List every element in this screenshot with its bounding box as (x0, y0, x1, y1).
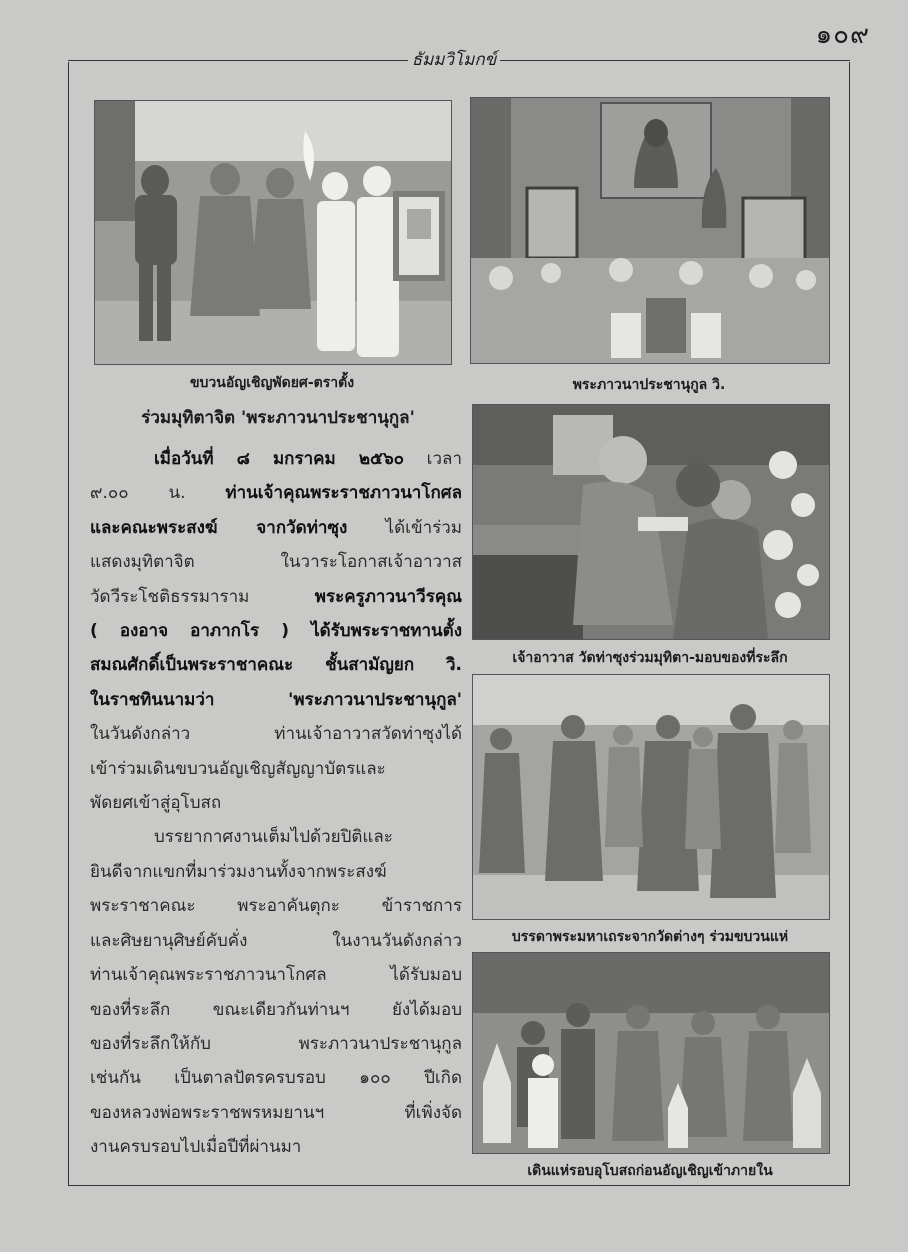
article-line (90, 1130, 462, 1164)
article-line (90, 889, 462, 923)
article-line (90, 683, 462, 717)
page-number: ๑๐๙ (815, 20, 870, 50)
caption-monks-walking: บรรดาพระมหาเถระจากวัดต่างๆ ร่วมขบวนแห่ (511, 929, 789, 945)
article-line (90, 820, 462, 854)
article-line (90, 993, 462, 1027)
article-body (90, 442, 462, 1165)
article-line (90, 511, 462, 545)
text: ของที่ระลึกให้กับ พระภาวนาประชานุกูล (90, 1033, 462, 1054)
text: วัดวีระโชติธรรมาราม (90, 586, 315, 607)
article-line (90, 1096, 462, 1130)
article-line (90, 717, 462, 751)
text: ยินดีจากแขกที่มาร่วมงานทั้งจากพระสงฆ์ (90, 861, 387, 882)
text: แสดงมุทิตาจิต ในวาระโอกาสเจ้าอาวาส (90, 552, 462, 573)
bold-text: ( องอาจ อาภากโร ) ได้รับพระราชทานตั้ง (90, 621, 462, 642)
text: ของที่ระลึก ขณะเดียวกันท่านฯ ยังได้มอบ (90, 999, 462, 1020)
text: ของหลวงพ่อพระราชพรหมยานฯ ที่เพิ่งจัด (90, 1102, 462, 1123)
photo-shrine (470, 97, 830, 364)
bold-text: พระครูภาวนาวีรคุณ (314, 586, 462, 607)
article-line (90, 580, 462, 614)
article-line (90, 752, 462, 786)
text: ได้เข้าร่วม (347, 517, 463, 538)
header-title-text: ธัมมวิโมกข์ (408, 50, 501, 70)
caption-procession: ขบวนอัญเชิญพัดยศ-ตราตั้ง (189, 375, 355, 391)
text: งานครบรอบไปเมื่อปีที่ผ่านมา (90, 1137, 302, 1158)
text: และศิษยานุศิษย์คับคั่ง ในงานวันดังกล่าว (90, 930, 462, 951)
bold-text: เมื่อวันที่ ๘ มกราคม ๒๕๖๐ (154, 449, 405, 469)
text: ท่านเจ้าคุณพระราชภาวนาโกศล ได้รับมอบ (90, 965, 462, 986)
article-line (90, 1061, 462, 1095)
text: พัดยศเข้าสู่อุโบสถ (90, 793, 222, 814)
photo-procession (94, 100, 452, 365)
article-line (90, 924, 462, 958)
article-line (90, 786, 462, 820)
article-line (90, 476, 462, 510)
article-line (90, 648, 462, 682)
text: เช่นกัน เป็นตาลปัตรครบรอบ ๑๐๐ ปีเกิด (90, 1068, 462, 1089)
article-line (90, 855, 462, 889)
bold-text: ในราชทินนามว่า 'พระภาวนาประชานุกูล' (90, 689, 462, 710)
photo-gift (472, 404, 830, 640)
bold-text: ท่านเจ้าคุณพระราชภาวนาโกศล (225, 483, 462, 504)
article-line (90, 1027, 462, 1061)
caption-ordination-hall: เดินแห่รอบอุโบสถก่อนอัญเชิญเข้าภายใน (527, 1163, 773, 1179)
photo-monks-walking (472, 674, 830, 920)
article-line (90, 442, 462, 476)
text: เวลา (404, 449, 462, 469)
caption-gift: เจ้าอาวาส วัดท่าซุงร่วมมุทิตา-มอบของที่ระลึก (512, 650, 788, 666)
caption-shrine: พระภาวนาประชานุกูล วิ. (572, 377, 726, 393)
bold-text: สมณศักดิ์เป็นพระราชาคณะ ชั้นสามัญยก วิ. (90, 655, 462, 676)
text: เข้าร่วมเดินขบวนอัญเชิญสัญญาบัตรและ (90, 758, 386, 779)
text: พระราชาคณะ พระอาคันตุกะ ข้าราชการ (90, 896, 462, 917)
article-line (90, 545, 462, 579)
text: ในวันดังกล่าว ท่านเจ้าอาวาสวัดท่าซุงได้ (90, 724, 462, 745)
article-headline: ร่วมมุทิตาจิต 'พระภาวนาประชานุกูล' (141, 408, 415, 428)
text: ๙.๐๐ น. (90, 483, 226, 504)
photo-ordination-hall (472, 952, 830, 1154)
article-line (90, 614, 462, 648)
bold-text: และคณะพระสงฆ์ จากวัดท่าซุง (90, 517, 348, 538)
article-line (90, 958, 462, 992)
text: บรรยากาศงานเต็มไปด้วยปิติและ (154, 827, 393, 848)
